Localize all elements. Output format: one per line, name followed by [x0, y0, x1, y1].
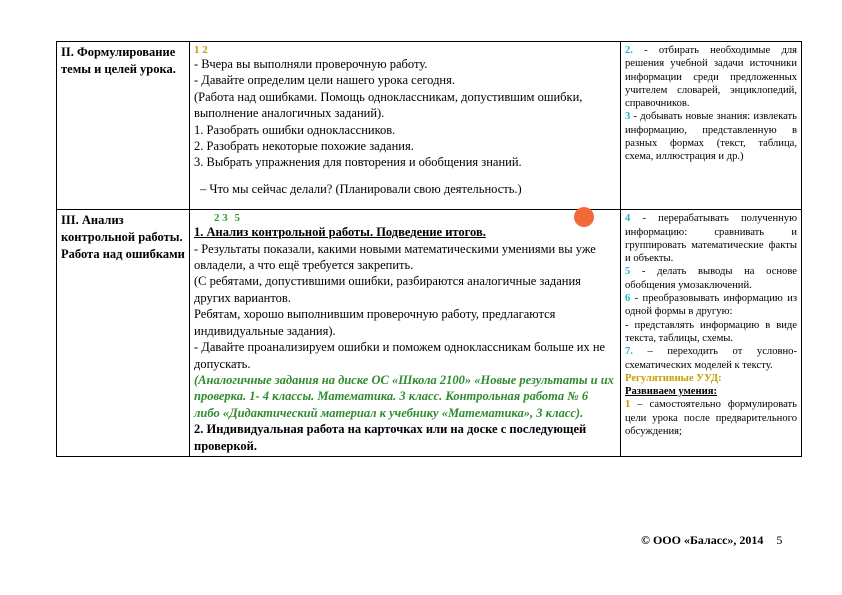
uud-cell — [621, 210, 802, 457]
competency-number: 1 — [194, 44, 200, 56]
content-line: - Вчера вы выполняли проверочную работу. — [194, 57, 428, 71]
stage-cell — [57, 42, 190, 210]
uud-number: 7. — [625, 346, 633, 358]
uud-item — [625, 345, 797, 372]
uud-text: - отбирать необходимые для решения учебной задачи источники информации среди предложенных учителем словарей, энциклопедий, справочников. — [625, 45, 797, 110]
content-line: - Давайте проанализируем ошибки и поможем одноклассникам больше их не допускать. — [194, 340, 606, 371]
content-line: (С ребятами, допустившими ошибки, разбираются аналогичные задания других вариантов. — [194, 274, 581, 305]
uud-number: 6 — [625, 293, 631, 305]
section-heading: 1. Анализ контрольной работы. Подведение итогов. — [194, 225, 486, 240]
uud-item — [625, 265, 797, 292]
page-footer — [641, 533, 782, 548]
content-cell — [190, 210, 621, 457]
uud-text: - перерабатывать полученную информацию: сравнивать и группировать математические факты и объекты. — [625, 213, 797, 265]
content-line: - Давайте определим цели нашего урока сегодня. — [194, 73, 455, 88]
content-line: 2. Разобрать некоторые похожие задания. — [194, 139, 414, 154]
uud-text: - делать выводы на основе обобщения умозаключений. — [625, 266, 797, 291]
competency-number: 2 — [202, 44, 208, 56]
uud-number: 5 — [625, 266, 631, 278]
section-heading: 2. Индивидуальная работа на карточках или на доске с последующей проверкой. — [194, 422, 587, 453]
competency-numbers — [194, 212, 616, 224]
uud-cell — [621, 42, 802, 210]
stage-title: II. Формулирование темы и целей урока. — [61, 45, 176, 76]
copyright-text: © ООО «Баласс», 2014 — [641, 533, 764, 547]
uud-text: - представлять информацию в виде текста, таблицы, схемы. — [625, 319, 797, 344]
content-cell — [190, 42, 621, 210]
competency-numbers — [194, 44, 616, 56]
stage-cell — [57, 210, 190, 457]
uud-item — [625, 292, 797, 319]
page-number: 5 — [776, 533, 783, 547]
competency-number: 2 — [214, 212, 220, 225]
orange-dot-marker — [574, 207, 594, 227]
stage-title: III. Анализ контрольной работы. Работа над ошибками — [61, 213, 185, 262]
content-line: 3. Выбрать упражнения для повторения и обобщения знаний. — [194, 155, 522, 170]
uud-number: 3 — [625, 111, 631, 123]
uud-item — [625, 319, 797, 346]
competency-number: 3 — [222, 212, 228, 225]
table-row — [57, 42, 802, 210]
table-row — [57, 210, 802, 457]
uud-item — [625, 110, 797, 163]
content-line: - Результаты показали, какими новыми математическими умениями вы уже овладели, а что ещё требуется закрепить. — [194, 241, 596, 273]
content-line: – Что мы сейчас делали? (Планировали свою деятельность.) — [200, 181, 522, 196]
regulatory-subheading: Развиваем умения: — [625, 386, 717, 398]
content-line: Ребятам, хорошо выполнившим проверочную работу, предлагаются индивидуальные задания). — [194, 307, 556, 338]
content-line: (Работа над ошибками. Помощь одноклассникам, допустившим ошибки, выполнение аналогичных заданий). — [194, 89, 583, 121]
uud-number: 2. — [625, 45, 633, 56]
uud-item — [625, 398, 797, 438]
uud-text: – переходить от условно-схематических моделей к тексту. — [625, 346, 797, 371]
reference-note: (Аналогичные задания на диске ОС «Школа 2100» «Новые результаты и их проверка. 1- 4 классы. Математика. 3 класс. Контрольная работа № 6 либо «Дидактический материал к учебнику «Математика», 3 класс). — [194, 372, 614, 420]
uud-text: - преобразовывать информацию из одной формы в другую: — [625, 293, 797, 318]
regulatory-heading: Регулятивные УУД: — [625, 372, 722, 384]
content-line: 1. Разобрать ошибки одноклассников. — [194, 122, 396, 137]
uud-number: 1 — [625, 399, 631, 411]
uud-number: 4 — [625, 213, 631, 225]
uud-text: - добывать новые знания: извлекать информацию, представленную в разных формах (текст, таблица, схема, иллюстрация и др.) — [625, 111, 797, 163]
competency-number: 5 — [234, 212, 240, 225]
uud-text: – самостоятельно формулировать цели урока после предварительного обсуждения; — [625, 399, 797, 437]
uud-item — [625, 44, 797, 110]
lesson-table — [56, 41, 802, 457]
uud-item — [625, 212, 797, 265]
